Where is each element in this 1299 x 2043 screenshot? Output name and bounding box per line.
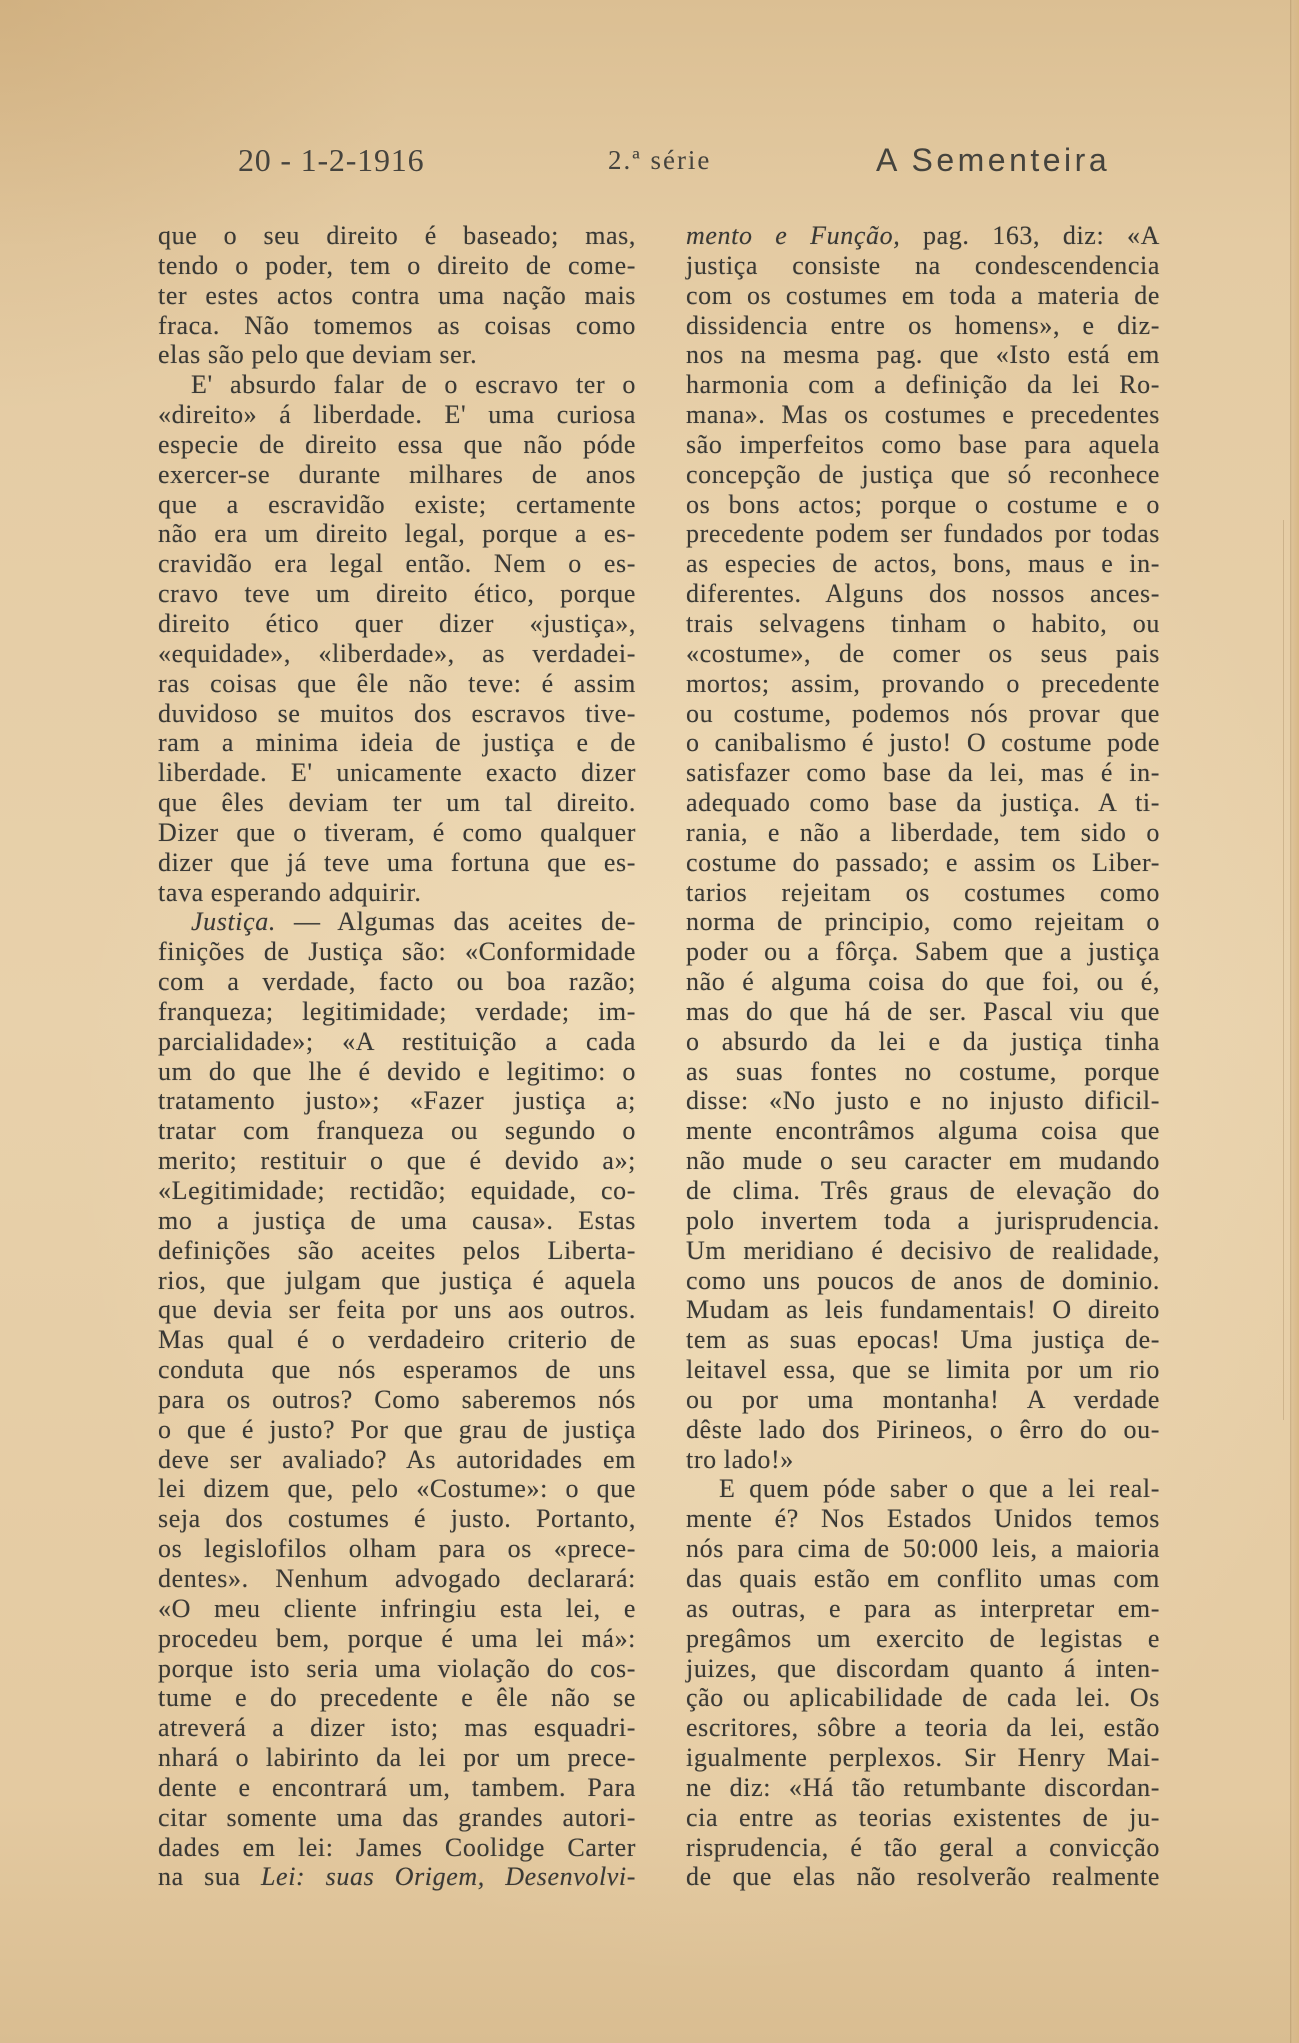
text-line: liberdade. E' unicamente exacto dizer xyxy=(158,758,636,788)
text-line: com os costumes em toda a materia de xyxy=(686,280,1160,310)
text-line xyxy=(158,907,636,937)
left-column xyxy=(158,221,636,1892)
text-line: os legislofilos olham para os «prece- xyxy=(158,1534,636,1564)
text-line: mortos; assim, provando o precedente xyxy=(686,668,1160,698)
text-line: costume do passado; e assim os Liber- xyxy=(686,847,1160,877)
text-segment: na sua xyxy=(158,1862,261,1892)
text-line: são imperfeitos como base para aquela xyxy=(686,429,1160,459)
text-line: especie de direito essa que não póde xyxy=(158,429,636,459)
text-line: «Legitimidade; rectidão; equidade, co- xyxy=(158,1176,636,1205)
text-line: poder ou a fôrça. Sabem que a justiça xyxy=(686,937,1160,967)
text-line: tem as suas epocas! Uma justiça de- xyxy=(686,1325,1160,1355)
text-line: tava esperando adquirir. xyxy=(158,877,422,907)
text-line: mente encontrâmos alguma coisa que xyxy=(686,1116,1160,1146)
text-line: que devia ser feita por uns aos outros. xyxy=(158,1295,636,1325)
text-line: «direito» á liberdade. E' uma curiosa xyxy=(158,400,636,430)
text-line: nos na mesma pag. que «Isto está em xyxy=(686,340,1160,370)
text-line: diferentes. Alguns dos nossos ances- xyxy=(686,579,1160,609)
text-line: dêste lado dos Pirineos, o êrro do ou- xyxy=(686,1414,1160,1444)
text-line: não era um direito legal, porque a es- xyxy=(158,519,636,549)
text-line: «costume», de comer os seus pais xyxy=(686,638,1160,668)
text-line: definições são aceites pelos Liberta- xyxy=(158,1235,636,1265)
text-line: de que elas não resolverão realmente xyxy=(686,1862,1160,1892)
text-line: nós para cima de 50:000 leis, a maioria xyxy=(686,1534,1160,1564)
text-line: dentes». Nenhum advogado declarará: xyxy=(158,1563,636,1593)
series-label: 2.ª série xyxy=(608,145,712,175)
text-line: justiça consiste na condescendencia xyxy=(686,250,1160,280)
right-column xyxy=(686,221,1160,1892)
text-line: ou por uma montanha! A verdade xyxy=(686,1384,1160,1414)
text-line: precedente podem ser fundados por todas xyxy=(686,519,1160,549)
text-line: cravo teve um direito ético, porque xyxy=(158,579,636,609)
text-line: satisfazer como base da lei, mas é in- xyxy=(686,758,1160,788)
text-line: nhará o labirinto da lei por um prece- xyxy=(158,1743,636,1773)
text-line: cravidão era legal então. Nem o es- xyxy=(158,549,636,579)
text-line: dizer que já teve uma fortuna que es- xyxy=(158,847,636,877)
paragraph xyxy=(158,907,636,1892)
text-line: adequado como base da justiça. A ti- xyxy=(686,788,1160,818)
text-line xyxy=(686,221,1160,251)
text-line: rania, e não a liberdade, tem sido o xyxy=(686,817,1160,847)
text-line: pregâmos um exercito de legistas e xyxy=(686,1623,1160,1653)
text-line: norma de principio, como rejeitam o xyxy=(686,907,1160,937)
text-line: «O meu cliente infringiu esta lei, e xyxy=(158,1593,636,1623)
text-line: direito ético quer dizer «justiça», xyxy=(158,608,636,638)
text-line: igualmente perplexos. Sir Henry Mai- xyxy=(686,1743,1160,1773)
text-line: não mude o seu caracter em mudando xyxy=(686,1146,1160,1176)
paragraph xyxy=(158,370,636,907)
text-line: harmonia com a definição da lei Ro- xyxy=(686,370,1160,400)
text-line: fraca. Não tomemos as coisas como xyxy=(158,310,636,340)
text-line: mo a justiça de uma causa». Estas xyxy=(158,1205,636,1235)
text-line: finições de Justiça são: «Conformidade xyxy=(158,937,636,967)
text-line: mente é? Nos Estados Unidos temos xyxy=(686,1504,1160,1534)
text-line: «equidade», «liberdade», as verdadei- xyxy=(158,638,636,668)
text-line: elas são pelo que deviam ser. xyxy=(158,340,478,370)
text-line: o canibalismo é justo! O costume pode xyxy=(686,728,1160,758)
text-line: tarios rejeitam os costumes como xyxy=(686,877,1160,907)
text-line: Um meridiano é decisivo de realidade, xyxy=(686,1235,1160,1265)
text-line: as outras, e para as interpretar em- xyxy=(686,1593,1160,1623)
text-line: tratar com franqueza ou segundo o xyxy=(158,1116,636,1146)
text-segment: — Algumas das aceites de- xyxy=(275,907,636,937)
fold-line xyxy=(1283,520,1284,1420)
text-line: mas do que há de ser. Pascal viu que xyxy=(686,996,1160,1026)
text-line: os bons actos; porque o costume e o xyxy=(686,489,1160,519)
text-line: o que é justo? Por que grau de justiça xyxy=(158,1414,636,1444)
text-line: ram a minima ideia de justiça e de xyxy=(158,728,636,758)
text-line: dente e encontrará um, tambem. Para xyxy=(158,1772,636,1802)
text-line: concepção de justiça que só reconhece xyxy=(686,459,1160,489)
text-line: dissidencia entre os homens», e diz- xyxy=(686,310,1160,340)
text-line: ne diz: «Há tão retumbante discordan- xyxy=(686,1772,1160,1802)
page-edge xyxy=(1290,0,1299,2043)
text-line: franqueza; legitimidade; verdade; im- xyxy=(158,996,636,1026)
text-line: Dizer que o tiveram, é como qualquer xyxy=(158,817,636,847)
text-line: dades em lei: James Coolidge Carter xyxy=(158,1832,636,1862)
text-line: atreverá a dizer isto; mas esquadri- xyxy=(158,1713,636,1743)
paragraph xyxy=(686,1474,1160,1892)
text-line: tro lado!» xyxy=(686,1444,794,1474)
text-line: ter estes actos contra uma nação mais xyxy=(158,280,636,310)
publication-title: A Sementeira xyxy=(876,142,1111,178)
text-line: ou costume, podemos nós provar que xyxy=(686,698,1160,728)
text-line: Mas qual é o verdadeiro criterio de xyxy=(158,1325,636,1355)
text-line: tume e do precedente e êle não se xyxy=(158,1683,636,1713)
text-line: as suas fontes no costume, porque xyxy=(686,1056,1160,1086)
text-line: tendo o poder, tem o direito de come- xyxy=(158,250,636,280)
text-line: citar somente uma das grandes autori- xyxy=(158,1802,636,1832)
emphasis-text: mento e Função, xyxy=(686,221,901,250)
text-line: para os outros? Como saberemos nós xyxy=(158,1384,636,1414)
page-date: 20 - 1-2-1916 xyxy=(238,142,425,178)
text-line: tratamento justo»; «Fazer justiça a; xyxy=(158,1086,636,1116)
text-line: um do que lhe é devido e legitimo: o xyxy=(158,1056,636,1086)
text-line: ras coisas que êle não teve: é assim xyxy=(158,668,636,698)
text-line: E' absurdo falar de o escravo ter o xyxy=(191,370,636,400)
text-line: parcialidade»; «A restituição a cada xyxy=(158,1026,636,1056)
text-line: cia entre as teorias existentes de ju- xyxy=(686,1802,1160,1832)
text-line xyxy=(158,1862,636,1892)
text-line: lei dizem que, pelo «Costume»: o que xyxy=(158,1474,636,1504)
text-line: risprudencia, é tão geral a convicção xyxy=(686,1832,1160,1862)
text-line: com a verdade, facto ou boa razão; xyxy=(158,967,636,997)
text-line: trais selvagens tinham o habito, ou xyxy=(686,608,1160,638)
text-line: as especies de actos, bons, maus e in- xyxy=(686,549,1160,579)
emphasis-text: Justiça. xyxy=(191,907,276,937)
text-line: duvidoso se muitos dos escravos tive- xyxy=(158,698,636,728)
text-segment: pag. 163, diz: «A xyxy=(900,221,1160,250)
text-line: E quem póde saber o que a lei real- xyxy=(719,1474,1160,1504)
text-line: disse: «No justo e no injusto dificil- xyxy=(686,1086,1160,1116)
text-line: que o seu direito é baseado; mas, xyxy=(158,221,636,250)
text-line: que êles deviam ter um tal direito. xyxy=(158,788,636,818)
emphasis-text: Lei: suas Origem, Desenvolvi- xyxy=(261,1862,636,1892)
text-line: mana». Mas os costumes e precedentes xyxy=(686,400,1160,430)
text-line: escritores, sôbre a teoria da lei, estão xyxy=(686,1713,1160,1743)
text-line: leitavel essa, que se limita por um rio xyxy=(686,1355,1160,1385)
paragraph xyxy=(686,221,1160,1474)
text-line: das quais estão em conflito umas com xyxy=(686,1563,1160,1593)
text-line: o absurdo da lei e da justiça tinha xyxy=(686,1026,1160,1056)
text-line: ção ou aplicabilidade de cada lei. Os xyxy=(686,1683,1160,1713)
paragraph xyxy=(158,221,636,370)
text-line: merito; restituir o que é devido a»; xyxy=(158,1146,636,1176)
text-line: de clima. Três graus de elevação do xyxy=(686,1176,1160,1205)
text-line: conduta que nós esperamos de uns xyxy=(158,1355,636,1385)
text-line: que a escravidão existe; certamente xyxy=(158,489,636,519)
text-line: Mudam as leis fundamentais! O direito xyxy=(686,1295,1160,1325)
text-line: porque isto seria uma violação do cos- xyxy=(158,1653,636,1683)
text-line: seja dos costumes é justo. Portanto, xyxy=(158,1504,636,1534)
text-line: deve ser avaliado? As autoridades em xyxy=(158,1444,636,1474)
text-line: procedeu bem, porque é uma lei má»: xyxy=(158,1623,636,1653)
text-line: rios, que julgam que justiça é aquela xyxy=(158,1265,636,1295)
text-line: exercer-se durante milhares de anos xyxy=(158,459,636,489)
text-line: juizes, que discordam quanto á inten- xyxy=(686,1653,1160,1683)
text-line: polo invertem toda a jurisprudencia. xyxy=(686,1205,1160,1235)
text-line: não é alguma coisa do que foi, ou é, xyxy=(686,967,1160,997)
text-line: como uns poucos de anos de dominio. xyxy=(686,1265,1160,1295)
